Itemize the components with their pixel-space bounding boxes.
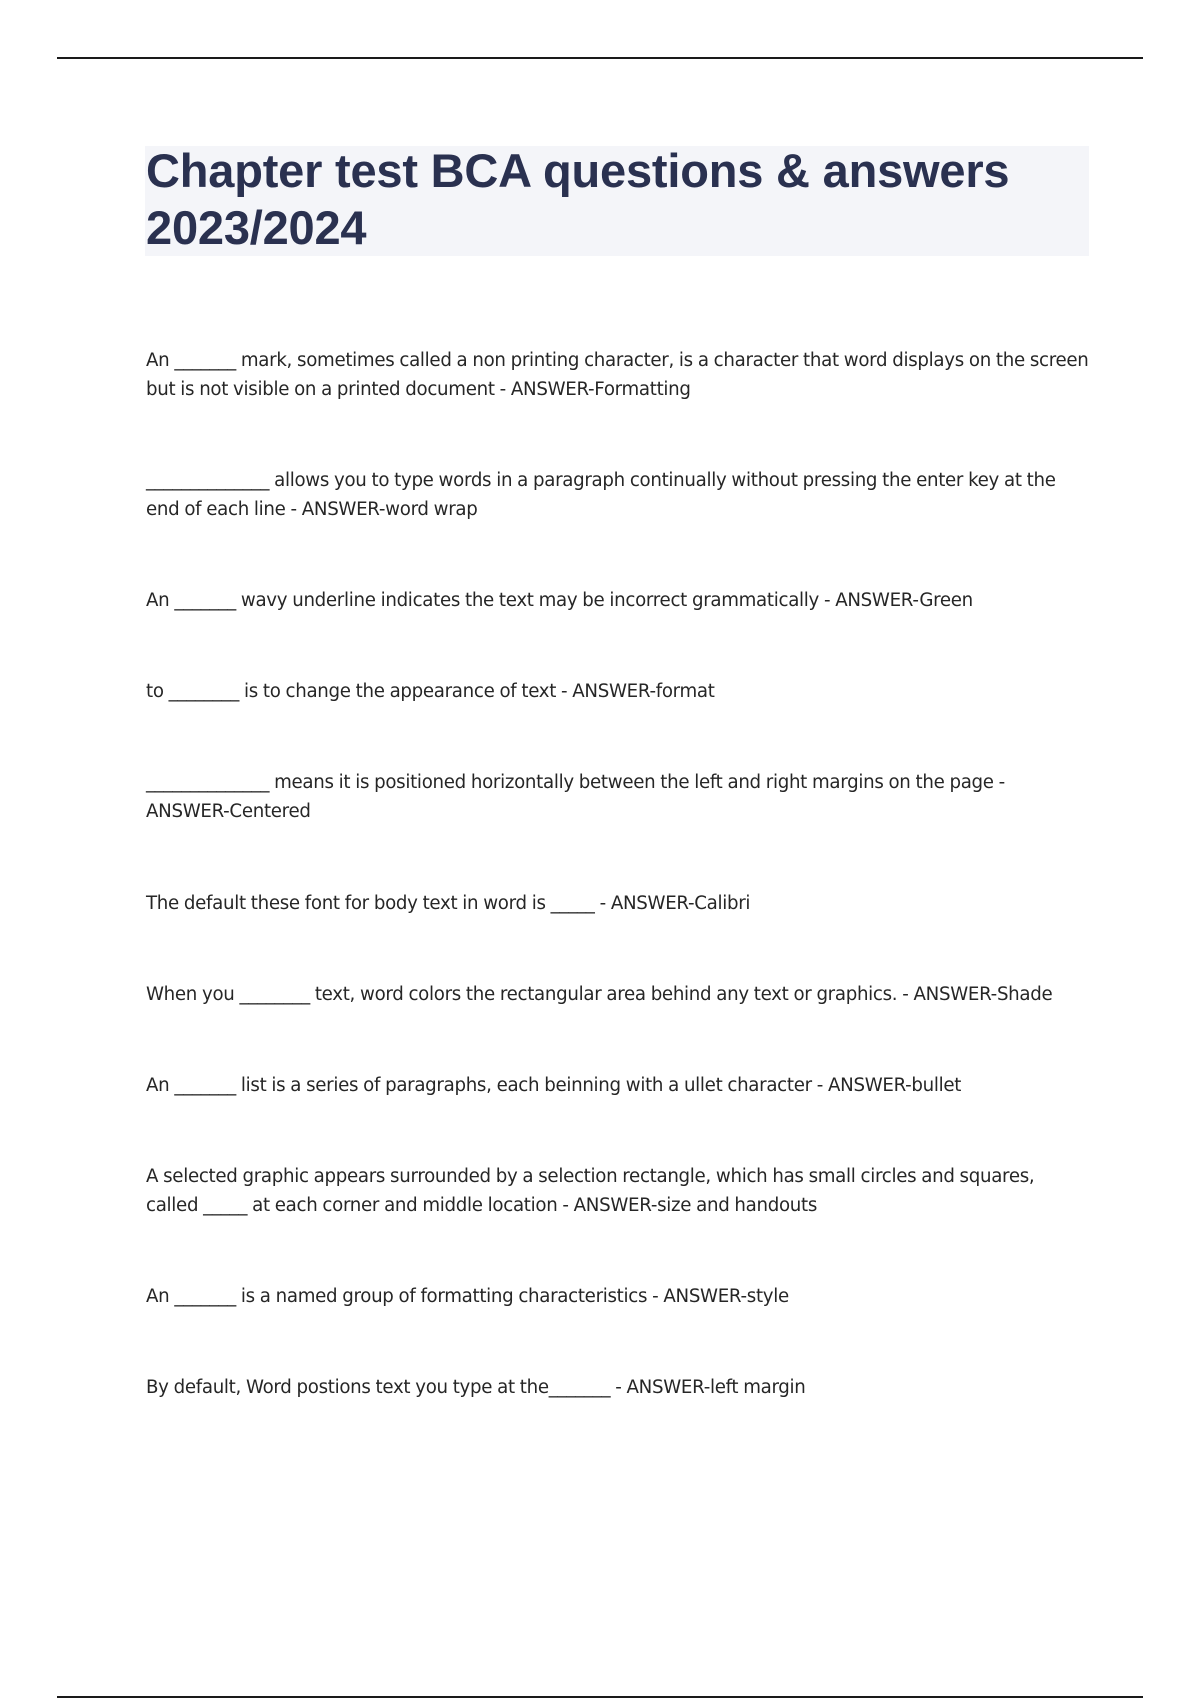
question-item: An _______ is a named group of formatting characteristics - ANSWER-style [146,1286,789,1307]
question-item: A selected graphic appears surrounded by a selection rectangle, which has small circles and squares, called _____ at each corner and middle location - ANSWER-size and handouts [146,1166,1035,1216]
question-item: An _______ wavy underline indicates the text may be incorrect grammatically - ANSWER-Green [146,590,973,611]
question-item: When you ________ text, word colors the rectangular area behind any text or graphics. - ANSWER-Shade [146,984,1053,1005]
question-item: By default, Word postions text you type at the_______ - ANSWER-left margin [146,1377,806,1398]
question-item: An _______ mark, sometimes called a non printing character, is a character that word displays on the screen but is not visible on a printed document - ANSWER-Formatting [146,350,1089,400]
question-item: ______________ means it is positioned horizontally between the left and right margins on the page - ANSWER-Centered [146,772,1005,822]
bottom-rule [57,1696,1143,1698]
question-item: to ________ is to change the appearance of text - ANSWER-format [146,681,715,702]
question-item: ______________ allows you to type words in a paragraph continually without pressing the enter key at the end of each line - ANSWER-word wrap [146,470,1056,520]
question-item: An _______ list is a series of paragraphs, each beinning with a ullet character - ANSWER-bullet [146,1075,962,1096]
top-rule [57,57,1143,59]
page-title: Chapter test BCA questions & answers 2023/2024 [146,144,1010,254]
question-item: The default these font for body text in word is _____ - ANSWER-Calibri [146,893,751,914]
